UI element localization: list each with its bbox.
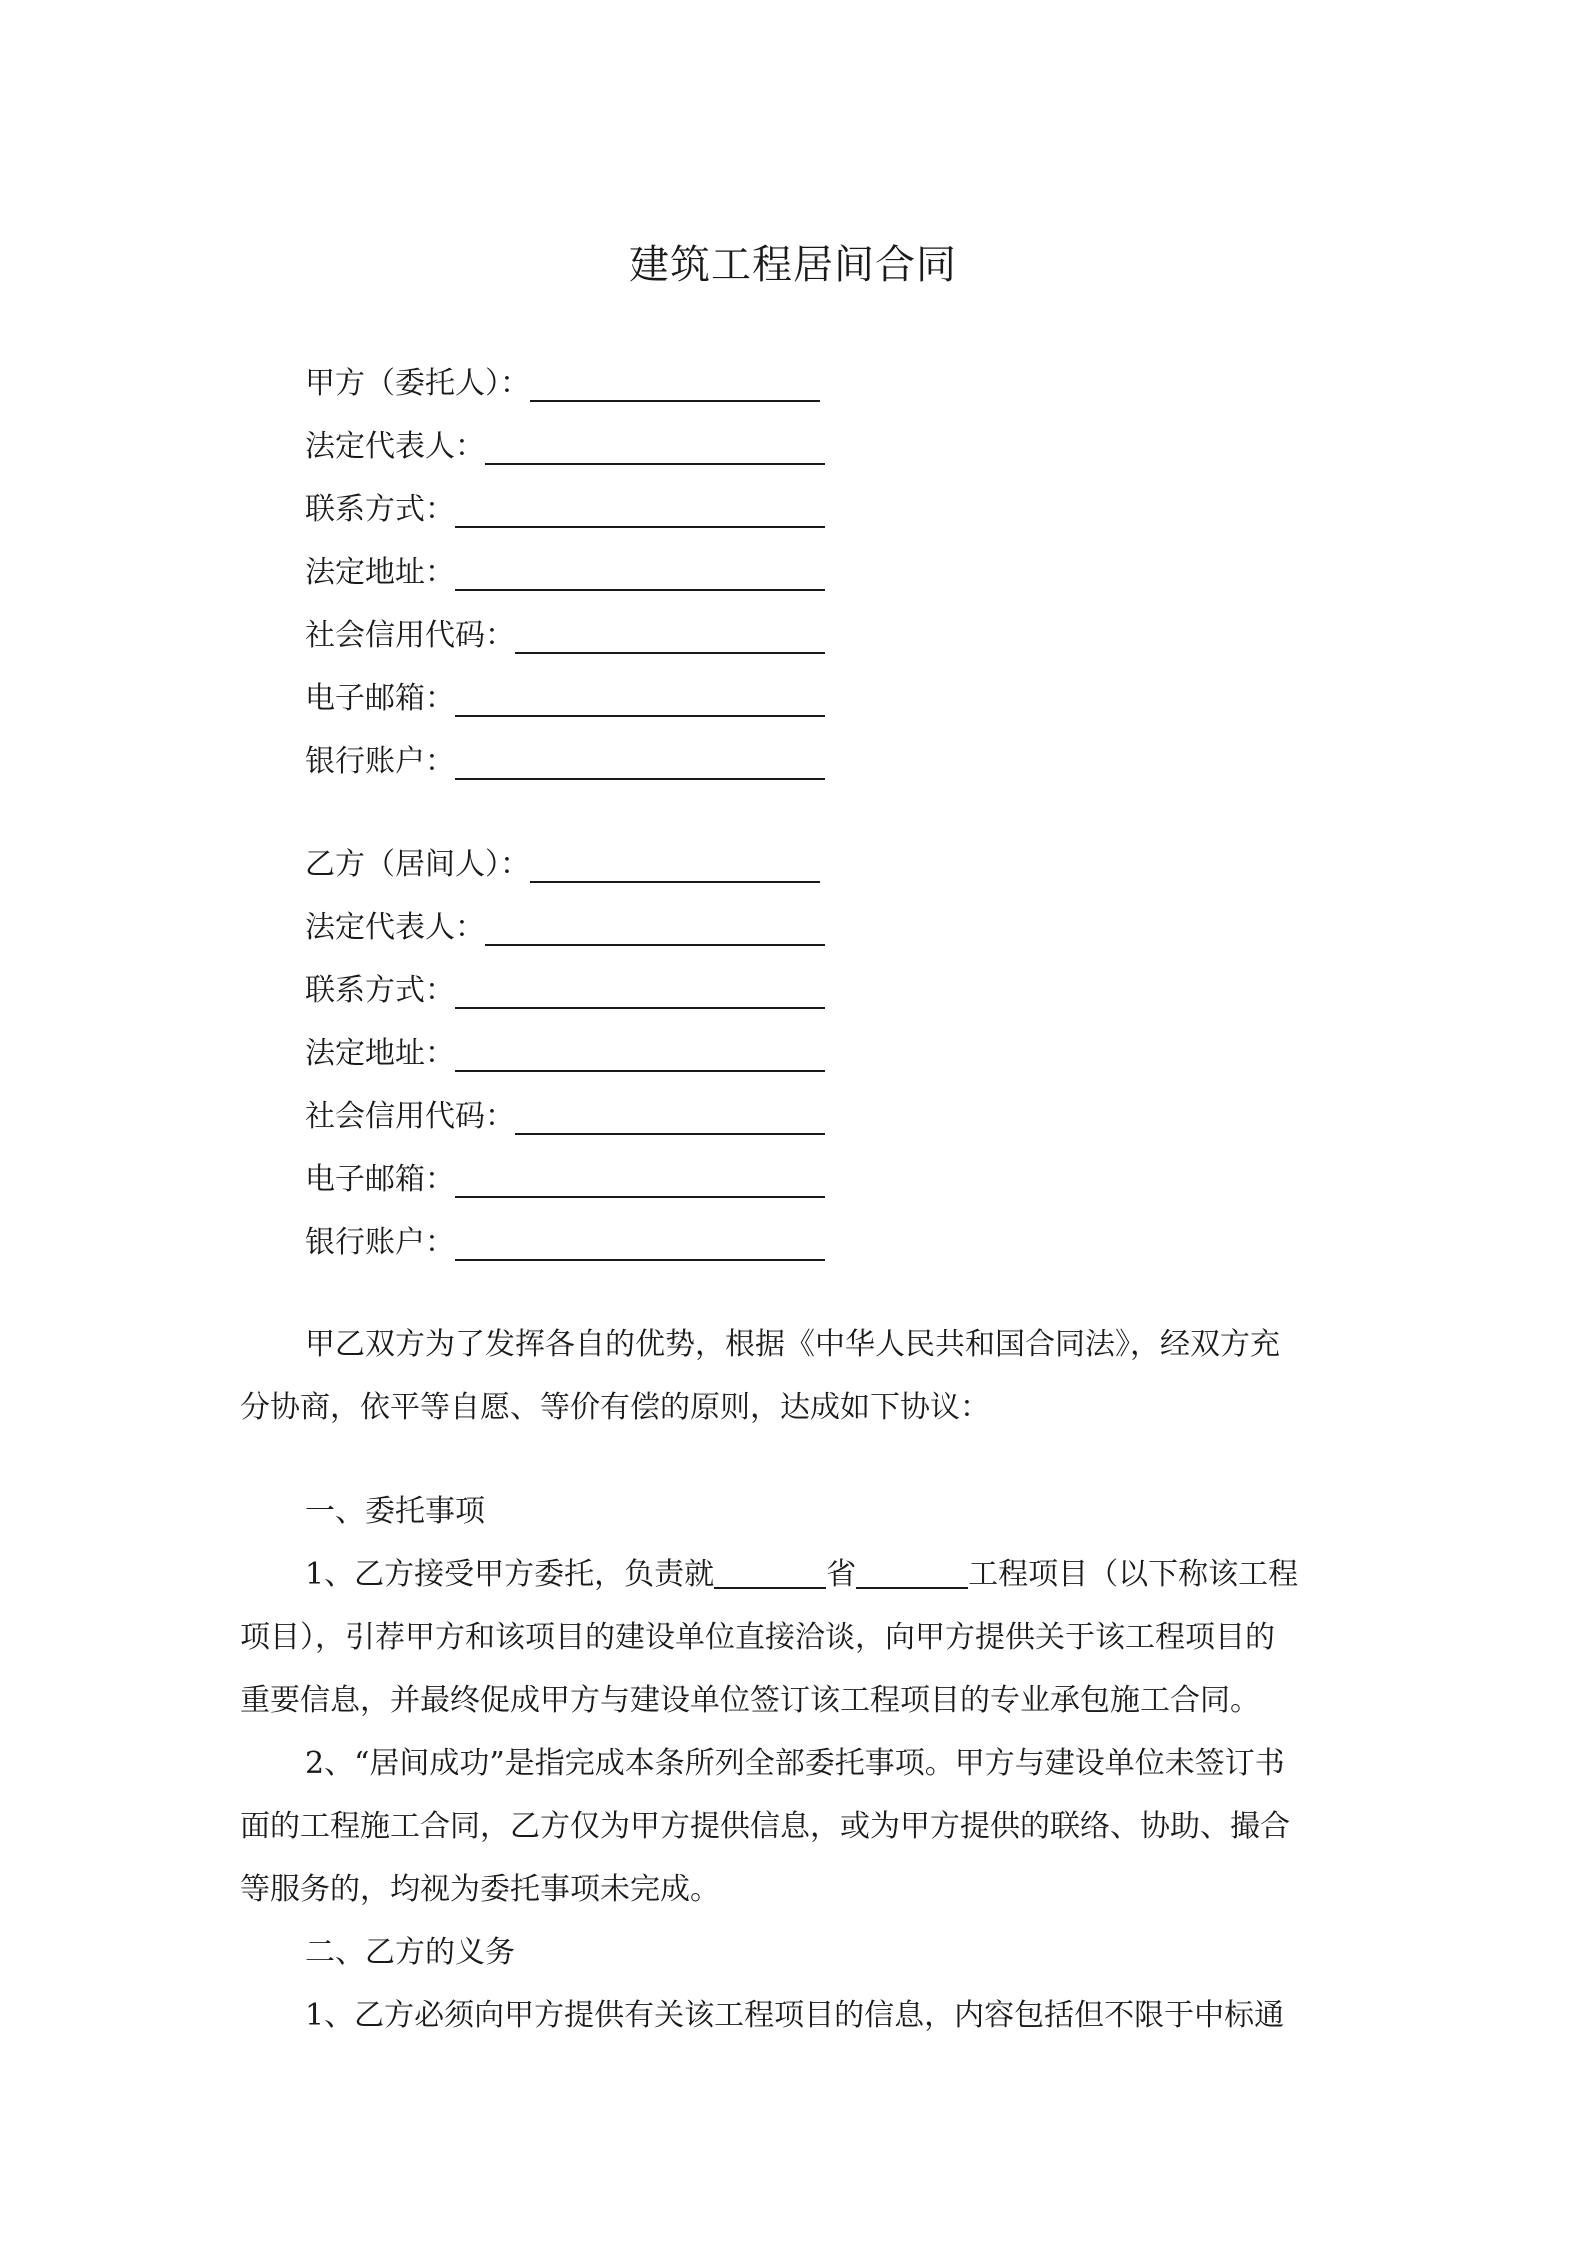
section-1-clause-2-line-2: 面的工程施工合同，乙方仅为甲方提供信息，或为甲方提供的联络、协助、撮合 (240, 1809, 1290, 1844)
fill-blank[interactable] (455, 677, 825, 717)
fill-blank[interactable] (530, 843, 820, 883)
fill-blank[interactable] (485, 906, 825, 946)
field-label: 联系方式： (305, 973, 455, 1008)
field-label: 法定地址： (305, 1036, 455, 1071)
fill-blank[interactable] (485, 425, 825, 465)
preamble-line-2: 分协商，依平等自愿、等价有偿的原则，达成如下协议： (240, 1390, 990, 1425)
party-a-email-field (305, 677, 825, 721)
province-blank[interactable] (714, 1553, 826, 1589)
field-label: 电子邮箱： (305, 681, 455, 716)
fill-blank[interactable] (515, 614, 825, 654)
fill-blank[interactable] (455, 1032, 825, 1072)
party-a-legal-rep-field (305, 425, 825, 469)
fill-blank[interactable] (515, 1095, 825, 1135)
preamble-line-1: 甲乙双方为了发挥各自的优势，根据《中华人民共和国合同法》，经双方充 (305, 1327, 1280, 1362)
fill-blank[interactable] (455, 740, 825, 780)
party-b-legal-rep-field (305, 906, 825, 950)
party-b-address-field (305, 1032, 825, 1076)
field-label: 银行账户： (305, 1225, 455, 1260)
field-label: 法定代表人： (305, 910, 485, 945)
section-2-clause-1-line-1: 1、乙方必须向甲方提供有关该工程项目的信息，内容包括但不限于中标通 (305, 1998, 1285, 2033)
party-b-email-field (305, 1158, 825, 1202)
section-1-clause-2-line-1: 2、“居间成功”是指完成本条所列全部委托事项。甲方与建设单位未签订书 (305, 1746, 1285, 1781)
section-1-clause-1-line-1 (305, 1553, 1298, 1597)
party-a-contact-field (305, 488, 825, 532)
party-b-name-field (305, 843, 820, 887)
fill-blank[interactable] (455, 488, 825, 528)
fill-blank[interactable] (455, 1221, 825, 1261)
fill-blank[interactable] (455, 1158, 825, 1198)
document-title: 建筑工程居间合同 (629, 242, 957, 288)
party-b-bank-field (305, 1221, 825, 1265)
fill-blank[interactable] (455, 551, 825, 591)
party-a-name-field (305, 362, 820, 406)
project-blank[interactable] (856, 1553, 968, 1589)
clause-text: 工程项目（以下称该工程 (968, 1557, 1299, 1592)
clause-text: 省 (826, 1557, 857, 1592)
field-label: 银行账户： (305, 744, 455, 779)
clause-text: 1、乙方接受甲方委托，负责就 (305, 1557, 715, 1592)
field-label: 联系方式： (305, 492, 455, 527)
field-label: 甲方（委托人）： (305, 366, 530, 401)
section-1-clause-2-line-3: 等服务的，均视为委托事项未完成。 (240, 1872, 720, 1907)
section-2-heading: 二、乙方的义务 (305, 1935, 515, 1970)
field-label: 社会信用代码： (305, 1099, 515, 1134)
party-a-bank-field (305, 740, 825, 784)
field-label: 电子邮箱： (305, 1162, 455, 1197)
section-1-heading: 一、委托事项 (305, 1494, 485, 1529)
party-b-contact-field (305, 969, 825, 1013)
section-1-clause-1-line-3: 重要信息，并最终促成甲方与建设单位签订该工程项目的专业承包施工合同。 (240, 1683, 1260, 1718)
field-label: 法定地址： (305, 555, 455, 590)
field-label: 乙方（居间人）： (305, 847, 530, 882)
field-label: 社会信用代码： (305, 618, 515, 653)
fill-blank[interactable] (455, 969, 825, 1009)
fill-blank[interactable] (530, 362, 820, 402)
party-b-credit-code-field (305, 1095, 825, 1139)
party-a-credit-code-field (305, 614, 825, 658)
field-label: 法定代表人： (305, 429, 485, 464)
party-a-address-field (305, 551, 825, 595)
section-1-clause-1-line-2: 项目），引荐甲方和该项目的建设单位直接洽谈，向甲方提供关于该工程项目的 (240, 1620, 1275, 1655)
